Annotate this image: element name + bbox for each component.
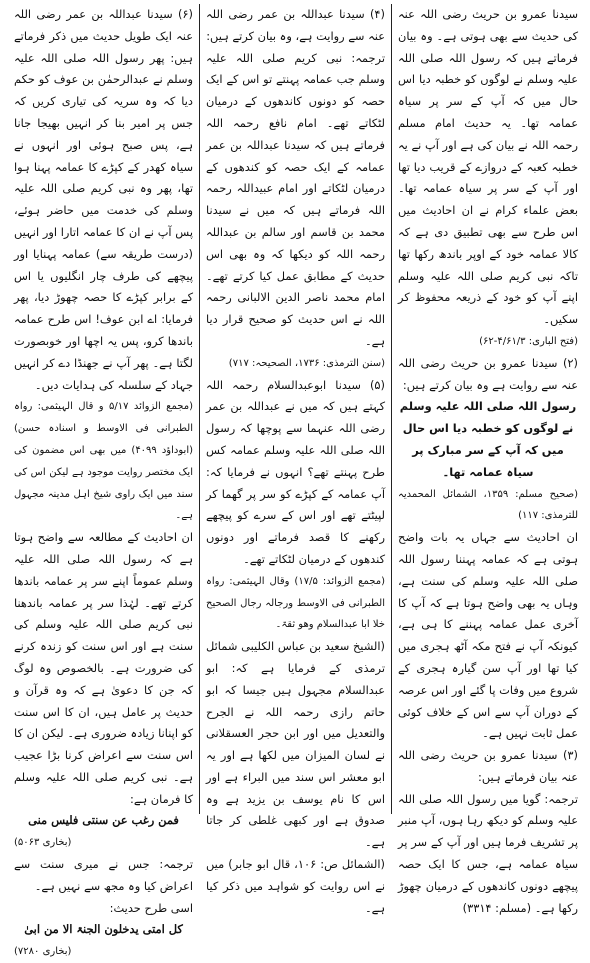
- paragraph: اسی طرح حدیث:: [109, 900, 193, 915]
- hadith-text: رسول اللہ صلی اللہ علیہ وسلم نے لوگوں کو خطبہ دیا اس حال میں کہ آپ کے سر مبارک پر سیاہ عمامہ تھا۔: [399, 399, 577, 479]
- middle-column: [200, 4, 392, 915]
- paragraph: سیدنا عمرو بن حریث رضی اللہ عنہ کی حدیث سے بھی ہوتی ہے۔ وہ بیان فرماتے ہیں کہ رسول اللہ صلی اللہ علیہ وسلم نے لوگوں کو خطبہ دیا اس حال میں کہ آپ کے سر پر سیاہ عمامہ تھا۔ یہ حدیث امام مسلم رحمہ اللہ نے بیان کی ہے اور آپ نے یہ خطبہ کعبہ کے دروازے کے قریب دیا تھا اور آپ کے سر پر سیاہ عمامہ تھا۔ بعض علماء کرام نے ان احادیث میں اس طرح سے بھی تطبیق دی ہے کہ کالا عمامہ خود کے اوپر باندھ رکھا تھا تاکہ نبی کریم صلی اللہ علیہ وسلم اپنے آپ کو خود کے ذریعہ محفوظ کر سکیں۔: [398, 7, 578, 327]
- citation: (بخاری ۷۲۸۰): [14, 946, 72, 958]
- hadith-text: (۶) سیدنا عبداللہ بن عمر رضی اللہ عنہ ایک طویل حدیث میں ذکر فرماتے ہیں: پھر رسول اللہ صلی اللہ علیہ وسلم نے عبدالرحمٰن بن عوف کو حکم دیا کہ وہ سریہ کی تیاری کریں کہ جس پر امیر بنا کر انہیں بھیجا جانا ہے، پس صبح ہوئی اور انہوں نے سیاہ کھدر کے کپڑے کا عمامہ پہنا ہوا تھا، پھر وہ نبی کریم صلی اللہ علیہ وسلم کی خدمت میں حاضر ہوئے، پس آپ نے ان کا عمامہ اتارا اور انہیں (درست طریقہ سے) عمامہ پہنایا اور پیچھے کی طرف چار انگلیوں یا اس کے برابر کپڑے کا حصہ چھوڑ دیا، پھر فرمایا: اے ابن عوف! اس طرح عمامہ باندھا کرو، پس یہ اچھا اور خوبصورت لگتا ہے۔ پھر آپ نے جھنڈا دے کر انہیں جہاد کے سلسلہ کی ہدایات دیں۔: [14, 7, 193, 392]
- paragraph: ان احادیث سے جہاں یہ بات واضح ہوتی ہے کہ عمامہ پہننا رسول اللہ صلی اللہ علیہ وسلم کی سنت ہے، وہاں یہ بھی واضح ہوتا ہے کہ آپ کا آخری عمل عمامہ پہننے کا ہی ہے، کیونکہ آپ نے فتح مکہ آٹھ ہجری میں کیا تھا اور آپ سن گیارہ ہجری کے شروع میں وفات پا گئے اور اس عرصہ کے دوران آپ سے اس کے خلاف کوئی عمل ثابت نہیں ہے۔: [398, 530, 578, 741]
- citation: (مجمع الزوائد: ۱۷/۵) وقال الہیثمی: رواہ الطبرانی فی الاوسط ورجالہ رجال الصحیح خلا ابا عبدالسلام وھو ثقۃ۔: [206, 575, 385, 631]
- hadith-text: (۵) سیدنا ابوعبدالسلام رحمہ اللہ کہتے ہیں کہ میں نے عبداللہ بن عمر رضی اللہ عنہما سے پوچھا کہ رسول اللہ صلی اللہ علیہ وسلم عمامہ کس طرح پہنتے تھے؟ انہوں نے فرمایا کہ: آپ عمامہ کے کپڑے کو سر پر گھما کر لپیٹتے تھے اور اس کے سرے کو پیچھے رکھنے کا قصد فرماتے اور دونوں کندھوں کے درمیان لٹکاتے تھے۔: [206, 377, 385, 566]
- citation: (فتح الباری: ۴/۶۱/۳-۶۲): [479, 335, 578, 347]
- hadith-heading: (۴) سیدنا عبداللہ بن عمر رضی اللہ عنہ سے روایت ہے، وہ بیان کرتے ہیں:: [206, 7, 385, 43]
- hadith-text: ترجمہ: نبی کریم صلی اللہ علیہ وسلم جب عمامہ پہنتے تو اس کے ایک حصہ کو دونوں کاندھوں کے درمیان لٹکاتے تھے۔ امام نافع رحمہ اللہ فرماتے ہیں کہ سیدنا عبداللہ بن عمر عمامہ کے ایک حصہ کو کندھوں کے درمیان لٹکاتے اور امام عبیداللہ رحمہ اللہ فرماتے ہیں کہ میں نے سیدنا محمد بن قاسم اور سالم بن عبداللہ رحمہ اللہ کو دیکھا کہ وہ بھی اس حدیث کے مطابق عمل کیا کرتے تھے۔ امام محمد ناصر الدین الالبانی رحمہ اللہ نے اس حدیث کو صحیح قرار دیا ہے۔: [206, 50, 385, 348]
- left-column: [8, 4, 200, 958]
- translation: ترجمہ: جس نے میری سنت سے اعراض کیا وہ مجھ سے نہیں ہے۔: [14, 857, 193, 893]
- citation: (بخاری ۵۰۶۳): [14, 837, 72, 849]
- paragraph: (الشیخ سعید بن عباس الکلیبی شمائل ترمذی کے فرمایا ہے کہ: ابو عبدالسلام مجہول ہیں جیسا کہ ابو حاتم رازی رحمہ اللہ نے الجرح والتعدیل میں اور ابن حجر العسقلانی نے لسان المیزان میں لکھا ہے اور یہ ابو معشر اس سند میں البراء ہے اور اس کا نام یوسف بن یزید ہے وہ صدوق ہے اور کبھی غلطی کر جاتا ہے۔: [206, 639, 385, 850]
- hadith-heading: (۳) سیدنا عمرو بن حریث رضی اللہ عنہ بیان فرماتے ہیں:: [398, 748, 578, 784]
- citation: (صحیح مسلم: ۱۳۵۹، الشمائل المحمدیہ للترمذی: ۱۱۷): [398, 488, 578, 522]
- paragraph: (الشمائل ص: ۱۰۶، قال ابو جابر) میں نے اس روایت کو شواہد میں ذکر کیا ہے۔: [206, 857, 385, 915]
- citation: (سنن الترمذی: ۱۷۳۶، الصحیحہ: ۷۱۷): [228, 357, 385, 369]
- hadith-text: ترجمہ: گویا میں رسول اللہ صلی اللہ علیہ وسلم کو دیکھ رہا ہوں، آپ منبر پر تشریف فرما ہیں اور آپ کے سر پر سیاہ عمامہ ہے، جس کا ایک حصہ پیچھے دونوں کاندھوں کے درمیان چھوڑ رکھا ہے۔ (مسلم: ۳۳۱۴): [398, 791, 578, 915]
- arabic-quote: کل امتی یدخلون الجنۃ الا من ابیٰ: [24, 922, 183, 937]
- citation: (مجمع الزوائد ۵/۱۷ و قال الہیثمی: رواہ الطبرانی فی الاوسط و اسنادہ حسن) (ابوداؤد ۴۰۹۹) میں بھی اس مضمون کی ایک مختصر روایت موجود ہے لیکن اس کی سند میں ایک راوی شیخ اہل مدینہ مجہول ہے۔: [14, 401, 193, 522]
- arabic-quote: فمن رغب عن سنتی فلیس منی: [28, 813, 179, 828]
- hadith-heading: (۲) سیدنا عمرو بن حریث رضی اللہ عنہ سے روایت ہے وہ بیان کرتے ہیں:: [398, 355, 578, 392]
- paragraph: ان احادیث کے مطالعہ سے واضح ہوتا ہے کہ رسول اللہ صلی اللہ علیہ وسلم عموماً اپنے سر پر عمامہ باندھا کرتے تھے۔ لہٰذا سر پر عمامہ باندھنا نبی کریم صلی اللہ علیہ وسلم کی سنت ہے اور اس سنت کو زندہ کرنے کی ضرورت ہے۔ بالخصوص وہ لوگ کہ جن کا دعویٰ ہے کہ وہ قرآن و حدیث پر عامل ہیں، ان کا اس سنت کو اپنانا زیادہ ضروری ہے۔ لیکن ان کا اس سنت سے اعراض کرنا بڑا عجیب ہے۔ نبی کریم صلی اللہ علیہ وسلم کا فرمان ہے:: [14, 530, 193, 806]
- right-column: [392, 4, 584, 915]
